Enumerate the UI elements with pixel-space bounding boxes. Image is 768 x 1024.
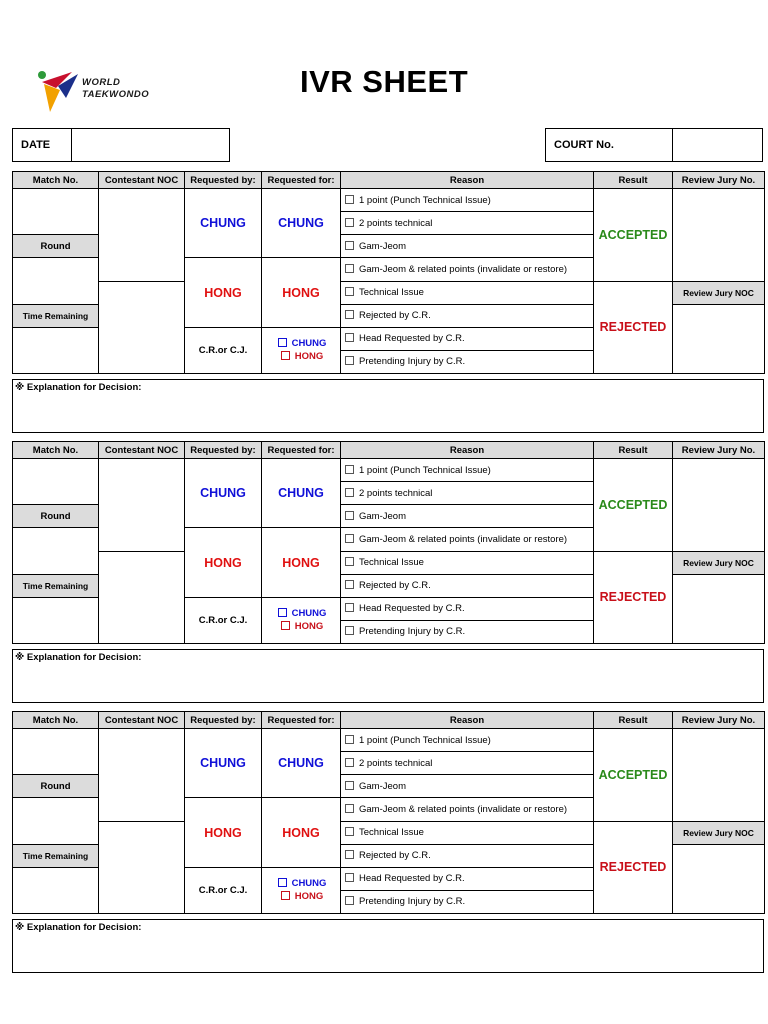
noc-field-bottom[interactable] [99, 821, 185, 913]
checkbox-icon[interactable] [345, 781, 354, 790]
option-chung-label: CHUNG [291, 878, 327, 890]
reason-label: Head Requested by C.R. [359, 603, 465, 615]
reason-option[interactable] [341, 890, 594, 913]
date-table [12, 128, 230, 162]
reason-option[interactable] [341, 505, 594, 528]
cr-or-cj-label: C.R.or C.J. [185, 867, 262, 913]
reason-label: Gam-Jeom [359, 780, 406, 792]
requested-by-hong[interactable]: HONG [185, 528, 262, 597]
reason-option[interactable] [341, 551, 594, 574]
col-review-jury-no: Review Jury No. [673, 172, 765, 189]
time-remaining-field[interactable] [13, 597, 99, 643]
option-chung[interactable] [264, 337, 340, 350]
requested-for-hong[interactable]: HONG [262, 528, 341, 597]
noc-field-bottom[interactable] [99, 281, 185, 373]
result-rejected[interactable]: REJECTED [594, 281, 673, 373]
review-jury-noc-field[interactable] [673, 304, 765, 373]
checkbox-icon[interactable] [345, 218, 354, 227]
time-remaining-field[interactable] [13, 867, 99, 913]
reason-label: Technical Issue [359, 827, 424, 839]
review-jury-no-field[interactable] [673, 459, 765, 551]
reason-option[interactable] [341, 597, 594, 620]
reason-label: Technical Issue [359, 557, 424, 569]
reason-option[interactable] [341, 821, 594, 844]
result-accepted[interactable]: ACCEPTED [594, 729, 673, 821]
checkbox-icon[interactable] [345, 264, 354, 273]
reason-label: Pretending Injury by C.R. [359, 896, 466, 908]
col-review-jury-no: Review Jury No. [673, 712, 765, 729]
checkbox-icon[interactable] [345, 758, 354, 767]
logo-line-1: WORLD [82, 77, 121, 88]
page-title: IVR SHEET [300, 64, 469, 99]
checkbox-icon[interactable] [345, 827, 354, 836]
ivr-form-table [12, 711, 765, 914]
reason-label: Gam-Jeom [359, 240, 406, 252]
checkbox-icon[interactable] [345, 465, 354, 474]
reason-option[interactable] [341, 189, 594, 212]
option-hong[interactable] [264, 620, 340, 633]
col-requested-by: Requested by: [185, 172, 262, 189]
reason-option[interactable] [341, 775, 594, 798]
checkbox-icon[interactable] [345, 580, 354, 589]
option-hong[interactable] [264, 890, 340, 903]
reason-option[interactable] [341, 729, 594, 752]
checkbox-icon[interactable] [278, 608, 287, 617]
checkbox-icon[interactable] [345, 534, 354, 543]
checkbox-icon[interactable] [345, 511, 354, 520]
reason-label: Rejected by C.R. [359, 310, 431, 322]
review-jury-no-field[interactable] [673, 189, 765, 281]
checkbox-icon[interactable] [345, 850, 354, 859]
world-taekwondo-logo [36, 68, 176, 120]
col-contestant-noc: Contestant NOC [99, 442, 185, 459]
checkbox-icon[interactable] [345, 310, 354, 319]
reason-option[interactable] [341, 327, 594, 350]
reason-option[interactable] [341, 620, 594, 643]
date-field[interactable] [72, 129, 230, 162]
col-result: Result [594, 442, 673, 459]
cr-option-group [262, 327, 341, 373]
explanation-box[interactable] [12, 919, 764, 973]
explanation-box[interactable] [12, 649, 764, 703]
col-reason: Reason [341, 172, 594, 189]
round-field[interactable] [13, 528, 99, 574]
result-rejected[interactable]: REJECTED [594, 821, 673, 913]
reason-label: 1 point (Punch Technical Issue) [359, 734, 491, 746]
explanation-label: ※ Explanation for Decision: [15, 652, 142, 663]
review-jury-noc-label: Review Jury NOC [673, 281, 765, 304]
col-match-no: Match No. [13, 442, 99, 459]
option-hong-label: HONG [294, 351, 324, 363]
reason-option[interactable] [341, 235, 594, 258]
reason-option[interactable] [341, 844, 594, 867]
checkbox-icon[interactable] [345, 603, 354, 612]
checkbox-icon[interactable] [345, 195, 354, 204]
reason-label: Head Requested by C.R. [359, 333, 465, 345]
reason-option[interactable] [341, 752, 594, 775]
checkbox-icon[interactable] [345, 735, 354, 744]
checkbox-icon[interactable] [345, 804, 354, 813]
cr-option-group [262, 867, 341, 913]
checkbox-icon[interactable] [278, 338, 287, 347]
col-review-jury-no: Review Jury No. [673, 442, 765, 459]
reason-label: Pretending Injury by C.R. [359, 626, 466, 638]
logo-mark-icon [36, 68, 82, 116]
review-jury-noc-label: Review Jury NOC [673, 821, 765, 844]
requested-for-hong[interactable]: HONG [262, 798, 341, 867]
reason-label: Gam-Jeom [359, 510, 406, 522]
option-chung-label: CHUNG [291, 608, 327, 620]
reason-option[interactable] [341, 350, 594, 373]
checkbox-icon[interactable] [345, 333, 354, 342]
noc-field-bottom[interactable] [99, 551, 185, 643]
reason-option[interactable] [341, 798, 594, 821]
time-remaining-label: Time Remaining [13, 844, 99, 867]
review-jury-noc-field[interactable] [673, 844, 765, 913]
option-chung-label: CHUNG [291, 338, 327, 350]
reason-label: Technical Issue [359, 287, 424, 299]
checkbox-icon[interactable] [281, 621, 290, 630]
result-accepted[interactable]: ACCEPTED [594, 189, 673, 281]
result-rejected[interactable]: REJECTED [594, 551, 673, 643]
ivr-entry-block [12, 171, 764, 374]
col-requested-for: Requested for: [262, 442, 341, 459]
checkbox-icon[interactable] [281, 351, 290, 360]
explanation-label: ※ Explanation for Decision: [15, 922, 142, 933]
review-jury-noc-field[interactable] [673, 574, 765, 643]
match-no-field[interactable] [13, 459, 99, 505]
time-remaining-label: Time Remaining [13, 574, 99, 597]
cr-or-cj-label: C.R.or C.J. [185, 327, 262, 373]
reason-label: 1 point (Punch Technical Issue) [359, 464, 491, 476]
checkbox-icon[interactable] [345, 356, 354, 365]
round-label: Round [13, 775, 99, 798]
reason-option[interactable] [341, 574, 594, 597]
reason-label: Pretending Injury by C.R. [359, 356, 466, 368]
match-no-field[interactable] [13, 729, 99, 775]
ivr-entry-block [12, 441, 764, 644]
option-hong-label: HONG [294, 621, 324, 633]
noc-field-top[interactable] [99, 729, 185, 821]
col-contestant-noc: Contestant NOC [99, 172, 185, 189]
reason-option[interactable] [341, 482, 594, 505]
col-reason: Reason [341, 712, 594, 729]
reason-label: 1 point (Punch Technical Issue) [359, 194, 491, 206]
reason-option[interactable] [341, 212, 594, 235]
requested-for-chung[interactable]: CHUNG [262, 189, 341, 258]
reason-option[interactable] [341, 867, 594, 890]
checkbox-icon[interactable] [345, 896, 354, 905]
requested-for-chung[interactable]: CHUNG [262, 459, 341, 528]
checkbox-icon[interactable] [345, 488, 354, 497]
reason-option[interactable] [341, 258, 594, 281]
court-table [545, 128, 763, 162]
col-requested-by: Requested by: [185, 442, 262, 459]
round-field[interactable] [13, 258, 99, 304]
option-hong[interactable] [264, 350, 340, 363]
requested-for-hong[interactable]: HONG [262, 258, 341, 327]
time-remaining-field[interactable] [13, 327, 99, 373]
checkbox-icon[interactable] [345, 626, 354, 635]
col-requested-by: Requested by: [185, 712, 262, 729]
result-accepted[interactable]: ACCEPTED [594, 459, 673, 551]
noc-field-top[interactable] [99, 189, 185, 281]
col-contestant-noc: Contestant NOC [99, 712, 185, 729]
round-label: Round [13, 505, 99, 528]
time-remaining-label: Time Remaining [13, 304, 99, 327]
court-label: COURT No. [546, 129, 673, 162]
reason-label: Gam-Jeom & related points (invalidate or restore) [359, 263, 568, 275]
review-jury-no-field[interactable] [673, 729, 765, 821]
checkbox-icon[interactable] [345, 287, 354, 296]
option-chung[interactable] [264, 607, 340, 620]
noc-field-top[interactable] [99, 459, 185, 551]
option-hong-label: HONG [294, 891, 324, 903]
date-label: DATE [13, 129, 72, 162]
requested-by-hong[interactable]: HONG [185, 798, 262, 867]
round-field[interactable] [13, 798, 99, 844]
checkbox-icon[interactable] [345, 241, 354, 250]
reason-label: 2 points technical [359, 487, 433, 499]
reason-label: Gam-Jeom & related points (invalidate or restore) [359, 533, 568, 545]
col-result: Result [594, 172, 673, 189]
checkbox-icon[interactable] [345, 557, 354, 566]
reason-option[interactable] [341, 528, 594, 551]
col-requested-for: Requested for: [262, 172, 341, 189]
requested-by-chung[interactable]: CHUNG [185, 459, 262, 528]
col-requested-for: Requested for: [262, 712, 341, 729]
col-reason: Reason [341, 442, 594, 459]
option-chung[interactable] [264, 877, 340, 890]
requested-by-chung[interactable]: CHUNG [185, 729, 262, 798]
checkbox-icon[interactable] [278, 878, 287, 887]
ivr-form-table [12, 171, 765, 374]
requested-by-chung[interactable]: CHUNG [185, 189, 262, 258]
reason-label: 2 points technical [359, 757, 433, 769]
checkbox-icon[interactable] [281, 891, 290, 900]
reason-label: Rejected by C.R. [359, 580, 431, 592]
col-match-no: Match No. [13, 712, 99, 729]
reason-option[interactable] [341, 459, 594, 482]
reason-label: Rejected by C.R. [359, 850, 431, 862]
review-jury-noc-label: Review Jury NOC [673, 551, 765, 574]
col-match-no: Match No. [13, 172, 99, 189]
reason-option[interactable] [341, 281, 594, 304]
checkbox-icon[interactable] [345, 873, 354, 882]
reason-option[interactable] [341, 304, 594, 327]
explanation-label: ※ Explanation for Decision: [15, 382, 142, 393]
cr-option-group [262, 597, 341, 643]
col-result: Result [594, 712, 673, 729]
reason-label: 2 points technical [359, 217, 433, 229]
requested-for-chung[interactable]: CHUNG [262, 729, 341, 798]
match-no-field[interactable] [13, 189, 99, 235]
logo-line-2: TAEKWONDO [82, 89, 150, 100]
explanation-box[interactable] [12, 379, 764, 433]
reason-label: Head Requested by C.R. [359, 873, 465, 885]
court-field[interactable] [673, 129, 763, 162]
requested-by-hong[interactable]: HONG [185, 258, 262, 327]
round-label: Round [13, 235, 99, 258]
cr-or-cj-label: C.R.or C.J. [185, 597, 262, 643]
ivr-form-table [12, 441, 765, 644]
ivr-entry-block [12, 711, 764, 914]
reason-label: Gam-Jeom & related points (invalidate or restore) [359, 803, 568, 815]
